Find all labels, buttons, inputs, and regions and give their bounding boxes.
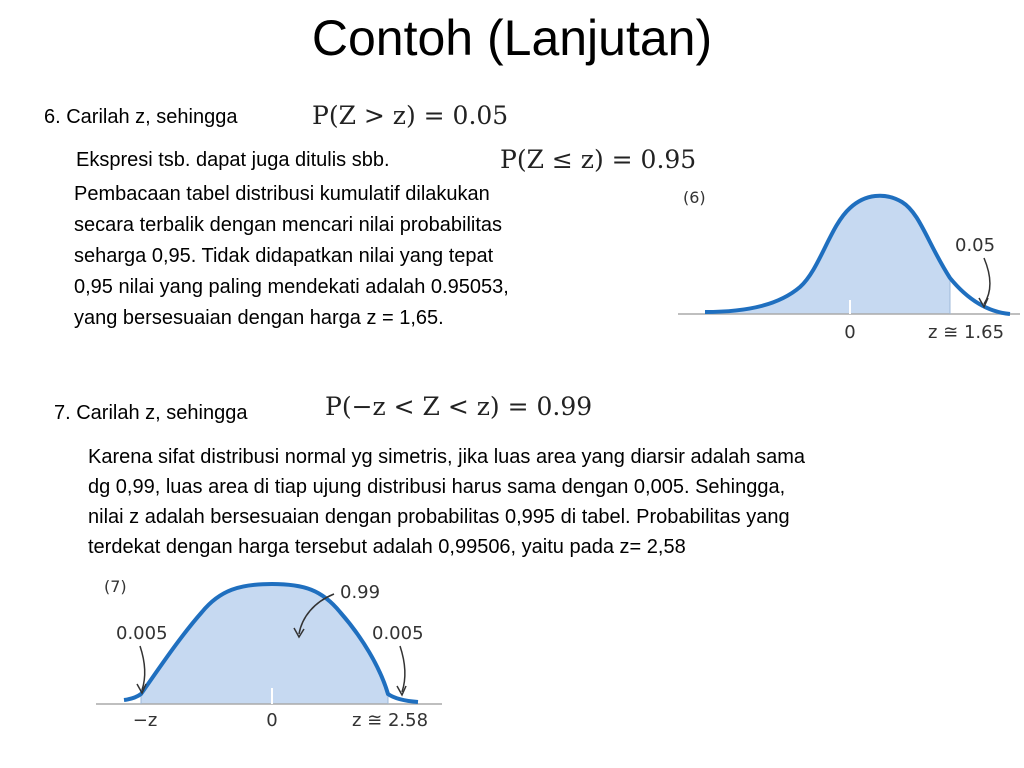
figure-7-right-arrowhead [397, 686, 406, 695]
figure-6-normal-curve [670, 182, 1020, 347]
example6-prompt: 6. Carilah z, sehingga [44, 106, 238, 128]
slide-title: Contoh (Lanjutan) [311, 10, 713, 66]
figure-6-z-tick: z ≅ 1.65 [928, 322, 1005, 343]
figure-6-arrow [984, 258, 990, 304]
figure-7-label: (7) [104, 577, 127, 596]
figure-6-center-tick: 0 [844, 322, 856, 343]
figure-7-right-arrow [400, 646, 405, 692]
example7-formula: P(−z < Z < z) = 0.99 [325, 392, 593, 421]
figure-7-normal-curve [90, 572, 450, 737]
figure-7-left-arrow [140, 646, 145, 690]
figure-7-left-tick: −z [132, 710, 158, 731]
example6-formula-alt: P(Z ≤ z) = 0.95 [500, 145, 697, 174]
figure-6-label: (6) [683, 188, 706, 207]
figure-7-center-tick: 0 [266, 710, 278, 731]
figure-7-z-tick: z ≅ 2.58 [352, 710, 429, 731]
figure-7-center-area-label: 0.99 [340, 582, 381, 603]
example6-formula: P(Z > z) = 0.05 [312, 101, 509, 130]
example7-explanation: Karena sifat distribusi normal yg simetris, jika luas area yang diarsir adalah sama dg 0,99, luas area di tiap ujung distribusi harus sama dengan 0,005. Sehingga, nilai z adalah bersesuaian dengan probabilitas 0,995 di tabel. Probabilitas yang terdekat dengan harga tersebut adalah 0,99506, yaitu pada z= 2,58 [88, 446, 805, 558]
example7-prompt: 7. Carilah z, sehingga [54, 402, 248, 424]
example6-explanation: Pembacaan tabel distribusi kumulatif dilakukan secara terbalik dengan mencari nilai probabilitas seharga 0,95. Tidak didapatkan nilai yang tepat 0,95 nilai yang paling mendekati adalah 0.95053, yang bersesuaian dengan harga z = 1,65. [74, 183, 509, 329]
example6-restate: Ekspresi tsb. dapat juga ditulis sbb. [76, 149, 390, 171]
figure-7-left-tail-label: 0.005 [116, 623, 168, 644]
figure-6-tail-label: 0.05 [955, 235, 996, 256]
figure-7-right-tail-label: 0.005 [372, 623, 424, 644]
